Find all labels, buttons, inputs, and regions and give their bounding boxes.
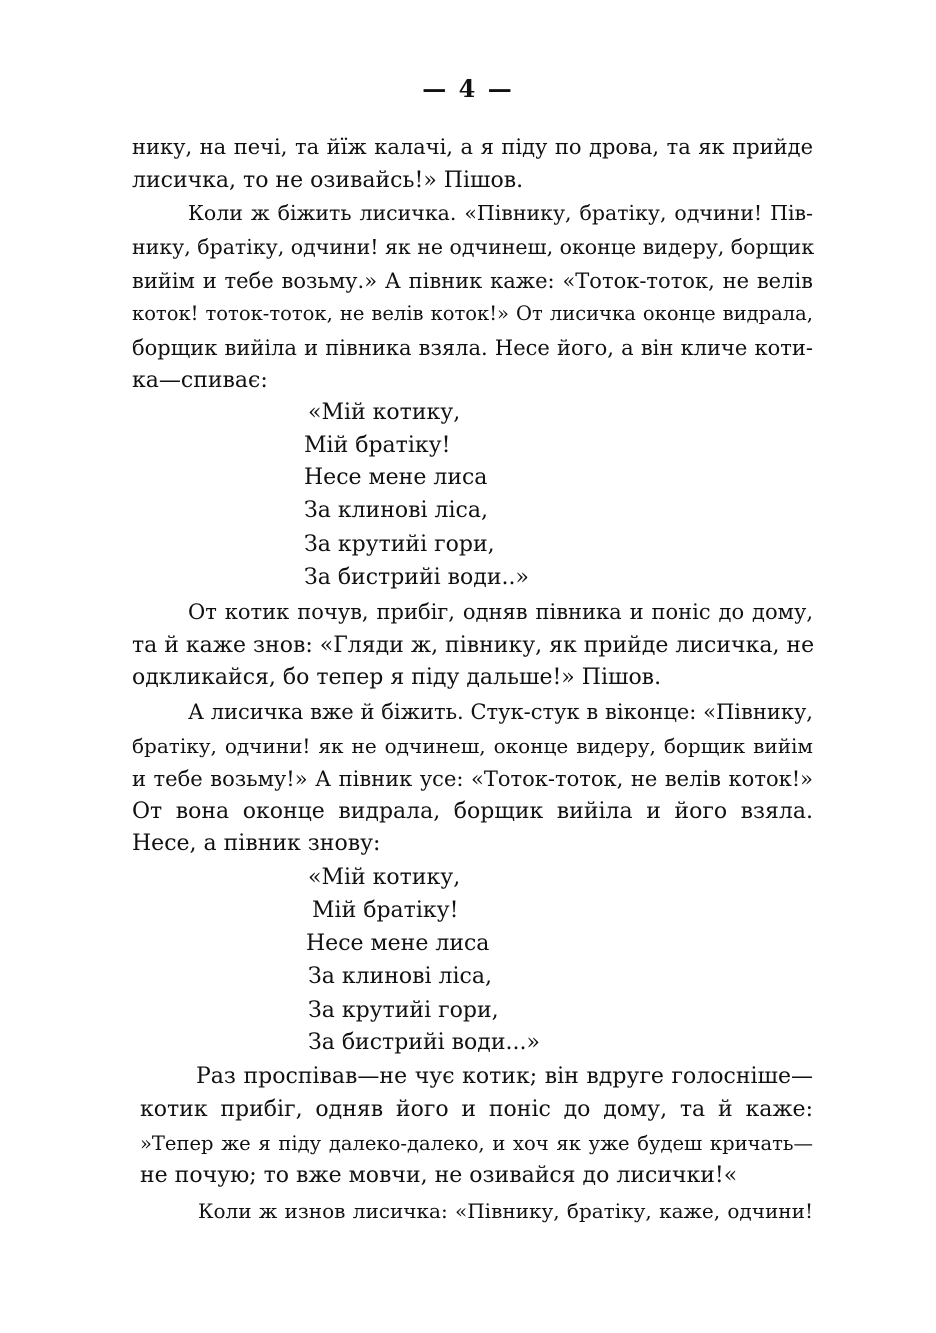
verse-line: За клинові ліса, xyxy=(308,964,492,989)
text-line: нику, на печі, та йїж калачі, а я піду по дрова, та як прийде xyxy=(132,135,813,159)
text-line: »Тепер же я піду далеко-далеко, и хоч як уже будеш кричать— xyxy=(140,1132,813,1155)
verse-line: Несе мене лиса xyxy=(304,465,488,490)
text-line: одкликайся, бо тепер я піду дальше!» Пішов. xyxy=(132,665,662,690)
text-line: коток! тоток-тоток, не велів коток!» От лисичка оконце видрала, xyxy=(132,302,813,325)
text-line: От котик почув, прибіг, одняв півника и поніс до дому, xyxy=(188,600,813,624)
text-line: Коли ж изнов лисичка: «Півнику, братіку, каже, одчини! xyxy=(198,1199,813,1223)
text-line: нику, братіку, одчини! як не одчинеш, оконце видеру, борщик xyxy=(132,235,815,259)
text-line: Раз проспівав—не чує котик; він вдруге голосніше— xyxy=(196,1064,813,1089)
verse-line: За бистрийі води...» xyxy=(308,1030,540,1055)
text-line: ка—спиває: xyxy=(132,368,268,393)
text-line: От вона оконце видрала, борщик вийіла и його взяла. xyxy=(132,799,813,824)
page-number: — 4 — xyxy=(422,74,514,103)
verse-line: Несе мене лиса xyxy=(306,931,490,956)
text-line: Несе, а півник знову: xyxy=(132,831,381,856)
verse-line: За крутийі гори, xyxy=(308,998,499,1023)
verse-line: «Мій котику, xyxy=(308,400,461,425)
text-line: вийім и тебе возьму.» А півник каже: «Тоток-тоток, не велів xyxy=(132,269,813,293)
text-line: не почую; то вже мовчи, не озивайся до лисички!« xyxy=(140,1163,738,1188)
verse-line: За клинові ліса, xyxy=(304,498,488,523)
verse-line: Мій братіку! xyxy=(312,898,459,923)
text-line: борщик вийіла и півника взяла. Несе його, а він кличе коти- xyxy=(132,336,813,360)
text-line: братіку, одчини! як не одчинеш, оконце видеру, борщик вийім xyxy=(132,734,813,758)
verse-line: Мій братіку! xyxy=(304,433,451,458)
text-line: котик прибіг, одняв його и поніс до дому, та й каже: xyxy=(140,1097,813,1122)
verse-line: За бистрийі води..» xyxy=(304,565,529,590)
text-line: та й каже знов: «Гляди ж, півнику, як прийде лисичка, не xyxy=(132,633,815,658)
text-line: Коли ж біжить лисичка. «Півнику, братіку, одчини! Пів- xyxy=(188,201,813,225)
text-line: лисичка, то не озивайсь!» Пішов. xyxy=(132,168,524,193)
verse-line: За крутийі гори, xyxy=(304,532,495,557)
text-line: А лисичка вже й біжить. Стук-стук в віконце: «Півнику, xyxy=(188,700,813,724)
text-line: и тебе возьму!» А півник усе: «Тоток-тоток, не велів коток!» xyxy=(132,767,813,791)
verse-line: «Мій котику, xyxy=(308,865,461,890)
